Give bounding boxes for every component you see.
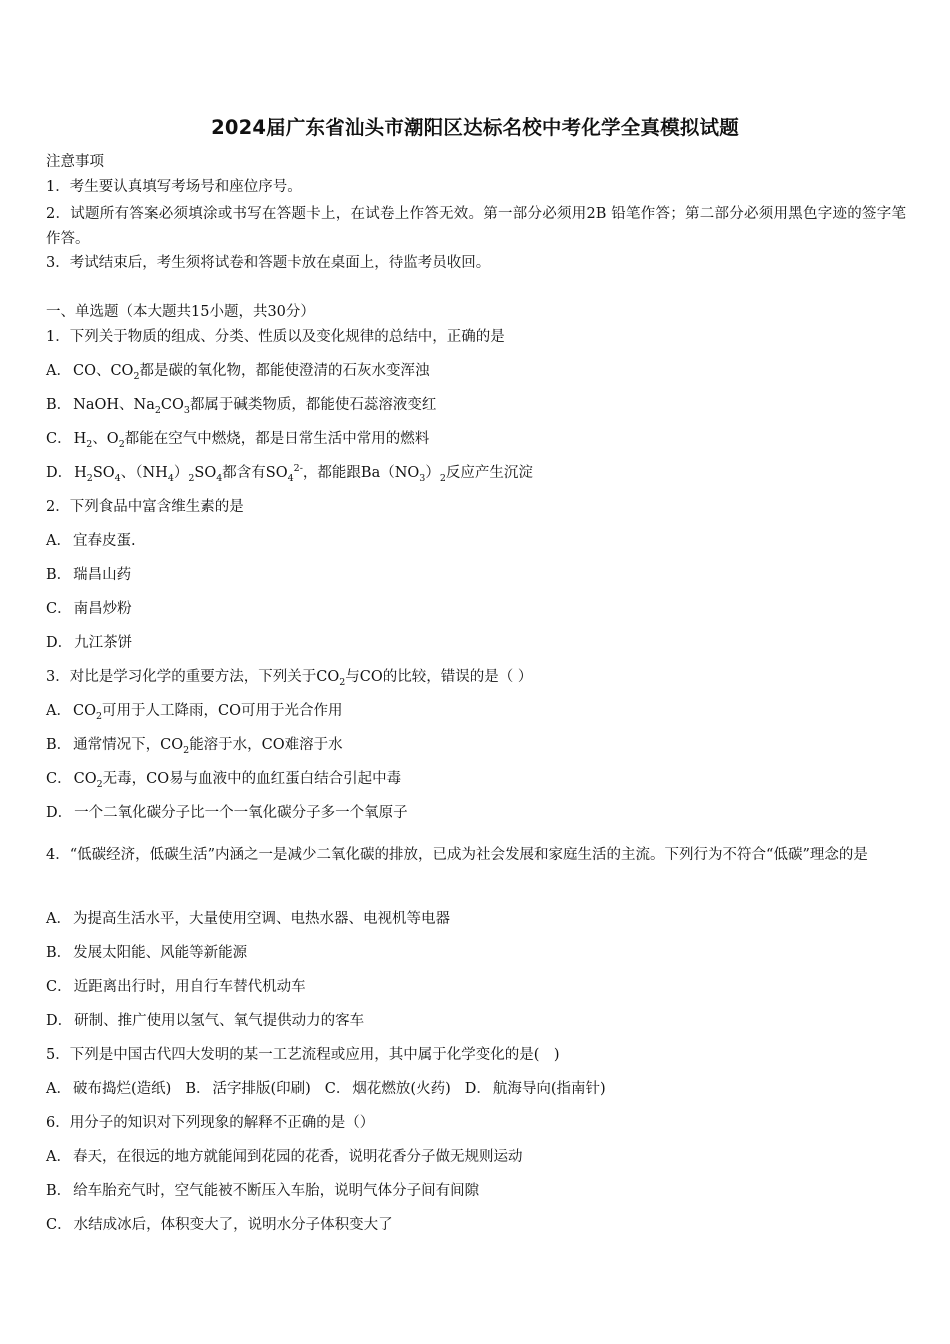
question-stem <box>46 667 906 687</box>
option-b <box>46 565 906 585</box>
option-text: 给车胎充气时，空气能被不断压入车胎，说明气体分子间有间隙 <box>73 1183 480 1199</box>
option-label: A． <box>46 911 71 927</box>
option-label: B． <box>46 737 72 753</box>
option-text: 航海导向(指南针) <box>492 1081 606 1097</box>
question-stem: 2．下列食品中富含维生素的是 <box>46 499 244 515</box>
option-label: B． <box>185 1081 211 1097</box>
option-text: CO <box>73 771 97 787</box>
option-a <box>46 531 906 551</box>
subscript: 2 <box>183 744 190 756</box>
option-text: SO <box>92 465 115 481</box>
option-label: D． <box>46 465 73 481</box>
subscript: 2 <box>188 472 195 484</box>
option-d <box>46 1011 906 1031</box>
subscript: 2 <box>133 370 140 382</box>
option-label: D． <box>464 1081 491 1097</box>
option-label: C． <box>46 771 72 787</box>
option-c <box>46 977 906 997</box>
option-label: D． <box>46 1013 73 1029</box>
option-text: ，都能跟Ba（NO <box>302 465 420 481</box>
page-title: 2024届广东省汕头市潮阳区达标名校中考化学全真模拟试题 <box>211 116 739 139</box>
notice-item: 1．考生要认真填写考场号和座位序号。 <box>46 179 302 195</box>
option-text: 破布捣烂(造纸) <box>72 1081 172 1097</box>
superscript: 2- <box>293 463 303 475</box>
question-text: 与CO的比较，错误的是（ ） <box>345 669 533 685</box>
option-text: 都属于碱类物质，都能使石蕊溶液变红 <box>189 397 437 413</box>
subscript: 3 <box>419 472 426 484</box>
notice-heading: 注意事项 <box>46 154 104 170</box>
option-text: 能溶于水，CO难溶于水 <box>189 737 343 753</box>
option-text: 一个二氧化碳分子比一个一氧化碳分子多一个氧原子 <box>74 805 408 821</box>
option-text: NaOH、Na <box>73 397 155 413</box>
subscript: 4 <box>216 472 223 484</box>
subscript: 2 <box>86 438 93 450</box>
subscript: 2 <box>339 676 346 688</box>
option-a <box>46 701 906 721</box>
option-label: A． <box>46 1081 71 1097</box>
option-text: ） <box>425 465 440 481</box>
option-label: B． <box>46 945 72 961</box>
option-text: 都是碳的氧化物，都能使澄清的石灰水变浑浊 <box>139 363 430 379</box>
option-label: C． <box>46 431 72 447</box>
question-stem: 1．下列关于物质的组成、分类、性质以及变化规律的总结中，正确的是 <box>46 329 505 345</box>
option-b <box>46 1181 906 1201</box>
option-c <box>46 429 906 449</box>
option-text: H <box>74 465 87 481</box>
question-stem: 5．下列是中国古代四大发明的某一工艺流程或应用，其中属于化学变化的是( ) <box>46 1047 560 1063</box>
option-text: 、O <box>92 431 119 447</box>
option-text: SO <box>194 465 217 481</box>
option-b <box>46 395 906 415</box>
option-d <box>46 463 906 483</box>
option-c <box>46 769 906 789</box>
subscript: 2 <box>118 438 125 450</box>
option-label: A． <box>46 363 71 379</box>
option-label: A． <box>46 1149 71 1165</box>
subscript: 2 <box>95 710 103 722</box>
option-b <box>46 735 906 755</box>
option-text: 无毒，CO易与血液中的血红蛋白结合引起中毒 <box>102 771 402 787</box>
option-text: 水结成冰后，体积变大了，说明水分子体积变大了 <box>73 1217 393 1233</box>
option-text: 通常情况下，CO <box>73 737 184 753</box>
subscript: 2 <box>154 404 161 416</box>
option-d <box>46 633 906 653</box>
option-text: 反应产生沉淀 <box>445 465 533 481</box>
section-heading: 一、单选题（本大题共15小题，共30分） <box>46 304 315 320</box>
question-stem: 6．用分子的知识对下列现象的解释不正确的是（） <box>46 1115 375 1131</box>
option-text: 南昌炒粉 <box>73 601 132 617</box>
option-text: 都能在空气中燃烧，都是日常生活中常用的燃料 <box>124 431 430 447</box>
question-text: 3．对比是学习化学的重要方法，下列关于CO <box>46 669 340 685</box>
option-c <box>46 1215 906 1235</box>
option-text: CO、CO <box>72 363 134 379</box>
option-text: 可用于人工降雨，CO可用于光合作用 <box>102 703 343 719</box>
option-text: 都含有SO <box>222 465 288 481</box>
option-text: 为提高生活水平，大量使用空调、电热水器、电视机等电器 <box>72 911 450 927</box>
option-a <box>46 909 906 929</box>
option-text: 九江茶饼 <box>74 635 133 651</box>
option-a <box>46 1147 906 1167</box>
option-text: CO <box>160 397 184 413</box>
subscript: 2 <box>96 778 103 790</box>
option-text: 瑞昌山药 <box>73 567 132 583</box>
notice-item: 2．试题所有答案必须填涂或书写在答题卡上，在试卷上作答无效。第一部分必须用2B 铅笔作答；第二部分必须用黑色字迹的签字笔作答。 <box>46 206 906 247</box>
option-label: C． <box>46 601 72 617</box>
subscript: 3 <box>183 404 190 416</box>
option-label: A． <box>46 703 71 719</box>
notice-item: 3．考试结束后，考生须将试卷和答题卡放在桌面上，待监考员收回。 <box>46 255 491 271</box>
option-row <box>46 1079 906 1099</box>
option-label: C． <box>46 979 72 995</box>
option-d <box>46 803 906 823</box>
option-text: 宜春皮蛋. <box>72 533 136 549</box>
subscript: 4 <box>167 472 174 484</box>
option-label: C． <box>324 1081 351 1097</box>
subscript: 4 <box>114 472 121 484</box>
option-text: H <box>73 431 87 447</box>
option-label: C． <box>46 1217 72 1233</box>
option-text: ） <box>173 465 189 481</box>
option-c <box>46 599 906 619</box>
option-text: CO <box>72 703 96 719</box>
subscript: 2 <box>86 472 93 484</box>
option-label: D． <box>46 805 73 821</box>
option-b <box>46 943 906 963</box>
option-label: D． <box>46 635 73 651</box>
option-text: 发展太阳能、风能等新能源 <box>73 945 248 961</box>
question-stem: 4．“低碳经济，低碳生活”内涵之一是减少二氧化碳的排放，已成为社会发展和家庭生活的主流。下列行为不符合“低碳”理念的是 <box>46 847 868 863</box>
subscript: 2 <box>439 472 446 484</box>
option-text: 烟花燃放(火药) <box>352 1081 451 1097</box>
option-text: 、（NH <box>120 465 168 481</box>
option-label: B． <box>46 567 72 583</box>
option-text: 近距离出行时，用自行车替代机动车 <box>73 979 306 995</box>
option-text: 研制、推广使用以氢气、氧气提供动力的客车 <box>74 1013 365 1029</box>
option-text: 活字排版(印刷) <box>212 1081 311 1097</box>
option-label: A． <box>46 533 71 549</box>
option-text: 春天，在很远的地方就能闻到花园的花香，说明花香分子做无规则运动 <box>72 1149 523 1165</box>
option-a <box>46 361 906 381</box>
subscript: 4 <box>287 472 294 484</box>
option-label: B． <box>46 1183 72 1199</box>
option-label: B． <box>46 397 72 413</box>
